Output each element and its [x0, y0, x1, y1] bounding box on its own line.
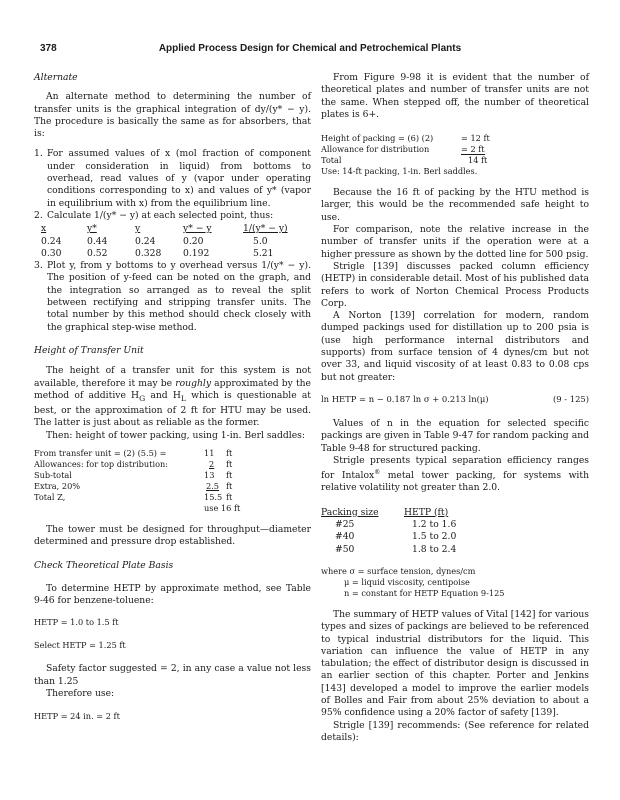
- htu-text: The height of a transfer unit for this system is not available, therefore it may be: [34, 365, 311, 389]
- calc-row: [34, 481, 264, 492]
- step-2-number: 2.: [34, 209, 43, 221]
- table-cell: 1.8 to 2.4: [412, 543, 457, 555]
- tower-paragraph: The tower must be designed for throughput—diameter determined and pressure drop established.: [34, 523, 311, 548]
- para-compare: For comparison, note the relative increase in the number of transfer units if the operation were at a higher pressure as shown by the dotted line for 500 psig.: [321, 224, 589, 260]
- calc-label: Sub-total: [34, 469, 72, 480]
- table-cell: 5.0: [253, 235, 268, 247]
- step-3-number: 3.: [34, 260, 43, 272]
- table-row: [321, 544, 491, 556]
- safety-paragraph: Safety factor suggested = 2, in any case a value not less than 1.25: [34, 663, 311, 687]
- hetp-final: HETP = 24 in. = 2 ft: [34, 711, 120, 722]
- left-column: [34, 72, 311, 722]
- para-n-values: Values of n in the equation for selected specific packings are given in Table 9-47 for random packing and Table 9-48 for structured packing.: [321, 417, 589, 454]
- running-title: Applied Process Design for Chemical and Petrochemical Plants: [158, 43, 462, 54]
- subscript-l: L: [180, 393, 186, 403]
- step-3: [34, 260, 311, 334]
- table-cell: 0.52: [87, 247, 108, 259]
- use-line: Use: 14-ft packing, 1-in. Berl saddles.: [321, 166, 478, 177]
- table-header-cell: y*: [87, 223, 97, 235]
- para-strigle-1: Strigle [139] discusses packed column efficiency (HETP) in considerable detail. Most of his published data refers to work of Norton Chemical Process Products Corp.: [321, 260, 589, 309]
- subscript-g: G: [139, 393, 146, 403]
- step-1-text: For assumed values of x (mol fraction of component under consideration in liquid) from bottoms to overhead, read values of y (vapor under operating conditions corresponding to x) and values of y* (vapor in equilibrium with x) from the equilibrium line.: [47, 148, 311, 209]
- para-16ft: Because the 16 ft of packing by the HTU method is larger, this would be the recommended safe height to use.: [321, 187, 589, 223]
- calc-label: Extra, 20%: [34, 480, 81, 491]
- calc-unit: ft: [226, 447, 233, 458]
- packing-height-calc: [34, 448, 264, 503]
- table-row: [41, 236, 303, 248]
- table-row: [41, 248, 303, 260]
- procedure-steps: [34, 148, 311, 333]
- check-paragraph: To determine HETP by approximate method, see Table 9-46 for benzene-toluene:: [34, 582, 311, 607]
- calc-unit: ft: [226, 480, 233, 491]
- figure-paragraph: From Figure 9-98 it is evident that the number of theoretical plates and number of transfer units are not the same. When stepped off, the number of theoretical plates is 6+.: [321, 72, 589, 120]
- strigle-text: Strigle presents typical separation efficiency ranges for Intalox: [321, 454, 589, 482]
- htu-then: Then: height of tower packing, using 1-in. Berl saddles:: [46, 429, 305, 441]
- table-cell: 5.21: [253, 247, 274, 259]
- calc-value: 13: [204, 469, 215, 480]
- htu-text: and H: [150, 389, 181, 401]
- table-cell: #50: [335, 543, 355, 555]
- table-cell: #40: [335, 531, 355, 543]
- calc-label: Height of packing = (6) (2): [321, 133, 434, 144]
- where-list: [321, 566, 589, 599]
- calc-row: [34, 470, 264, 481]
- calc-row: [321, 155, 521, 166]
- integration-table: [41, 223, 303, 260]
- alternate-heading: Alternate: [34, 72, 78, 83]
- table-cell: 0.24: [135, 235, 156, 247]
- calc-value: 11: [204, 447, 215, 458]
- alternate-paragraph: An alternate method to determining the number of transfer units is the graphical integration of dy/(y* − y). The procedure is basically the same as for absorbers, that is:: [34, 91, 311, 140]
- packing-hetp-table: [321, 507, 491, 556]
- table-cell: 0.20: [183, 235, 204, 247]
- table-header-row: [41, 223, 303, 235]
- para-strigle-2: [321, 455, 589, 495]
- calc-row: [321, 133, 521, 144]
- calc-unit: ft: [226, 491, 233, 502]
- where-item: μ = liquid viscosity, centipoise: [344, 576, 470, 587]
- htu-text: approximated by the method of additive H: [34, 377, 311, 401]
- calc-row: [34, 448, 264, 459]
- page-header: [40, 43, 580, 59]
- calc-unit: ft: [226, 458, 233, 469]
- table-cell: #25: [335, 519, 355, 531]
- step-2: [34, 210, 311, 260]
- para-recommends: Strigle [139] recommends: (See reference for related details):: [321, 719, 589, 743]
- equation-text: ln HETP = n − 0.187 ln σ + 0.213 ln(μ): [321, 393, 489, 404]
- htu-text: which is questionable at best, or the approximation of 2 ft for HTU may be used. The latter is just about as reliable as the former.: [34, 389, 311, 429]
- table-header-cell: y: [135, 223, 141, 235]
- hetp-range: HETP = 1.0 to 1.5 ft: [34, 617, 119, 628]
- htu-paragraph: [34, 365, 311, 429]
- calc-label: Total: [321, 155, 342, 166]
- table-cell: 0.328: [135, 247, 162, 259]
- calc-row: [321, 144, 521, 155]
- strigle-text: metal tower packing, for systems with relative volatility not greater than 2.0.: [321, 470, 589, 494]
- calc-label: Total Z,: [34, 491, 66, 502]
- table-cell: 1.2 to 1.6: [412, 519, 457, 531]
- table-row: [321, 531, 491, 543]
- registered-mark: ®: [374, 469, 381, 477]
- calc-use: use 16 ft: [204, 502, 241, 513]
- table-cell: 0.30: [41, 247, 62, 259]
- where-item: where σ = surface tension, dynes/cm: [321, 565, 476, 576]
- htu-roughly: roughly: [175, 377, 212, 389]
- para-summary: The summary of HETP values of Vital [142] for various types and sizes of packings are believed to be referenced to typical industrial distributors for the liquid. This variation can influence the value of HETP in any tabulation; the effect of distributor design is discussed in an earlier section of this chapter. Porter and Jenkins [143] developed a model to improve the earlier models of Bolles and Fair from about 25% deviation to about a 95% confidence using a 20% factor of safety [139].: [321, 608, 589, 719]
- therefore: Therefore use:: [46, 687, 115, 699]
- table-cell: 0.44: [87, 235, 108, 247]
- calc-value: 2: [209, 458, 215, 469]
- table-header-cell: y* − y: [183, 223, 212, 235]
- calc-label: From transfer unit = (2) (5.5) =: [34, 447, 167, 458]
- table-cell: 1.5 to 2.0: [412, 531, 457, 543]
- calc-value: 2.5: [206, 480, 220, 491]
- table-header-cell: HETP (ft): [404, 506, 449, 518]
- calc-row: [34, 492, 264, 503]
- table-cell: 0.24: [41, 235, 62, 247]
- calc-value: 15.5: [204, 491, 223, 502]
- calc-value: = 12 ft: [461, 133, 490, 144]
- step-2-text: Calculate 1/(y* − y) at each selected point, thus:: [47, 209, 274, 221]
- calc-row: [34, 459, 264, 470]
- equation-9-125: [321, 394, 589, 406]
- calc-label: Allowances: for top distribution:: [34, 458, 169, 469]
- table-cell: 0.192: [183, 247, 210, 259]
- table-header-row: [321, 507, 491, 519]
- calc-value: 14 ft: [468, 155, 488, 166]
- htu-heading: Height of Transfer Unit: [34, 344, 144, 356]
- step-3-text: Plot y, from y bottoms to y overhead versus 1/(y* − y). The position of y-feed can be noted on the graph, and the integration so arranged as to reveal the split between rectifying and stripping transfer units. The total number by this method should check closely with the graphical step-wise method.: [47, 260, 311, 333]
- para-norton: A Norton [139] correlation for modern, random dumped packings used for distillation up to 200 psia is (use high performance internal distributors and supports) from surface tension of 4 dynes/cm but not over 33, and liquid viscosity of at least 0.83 to 0.08 cps but not greater:: [321, 310, 589, 383]
- packing-height-calc-2: [321, 133, 521, 166]
- table-header-cell: Packing size: [321, 506, 379, 518]
- step-1-number: 1.: [34, 148, 43, 160]
- hetp-select: Select HETP = 1.25 ft: [34, 640, 126, 651]
- step-1: [34, 148, 311, 209]
- equation-number: (9 - 125): [552, 393, 589, 404]
- page-number: 378: [40, 43, 57, 54]
- calc-value: = 2 ft: [461, 144, 485, 155]
- where-item: n = constant for HETP Equation 9-125: [344, 587, 505, 598]
- calc-unit: ft: [226, 469, 233, 480]
- table-row: [321, 519, 491, 531]
- table-header-cell: 1/(y* − y): [243, 223, 288, 235]
- table-header-cell: x: [41, 223, 47, 235]
- calc-label: Allowance for distribution: [321, 144, 430, 155]
- right-column: [321, 72, 589, 744]
- check-heading: Check Theoretical Plate Basis: [34, 560, 174, 572]
